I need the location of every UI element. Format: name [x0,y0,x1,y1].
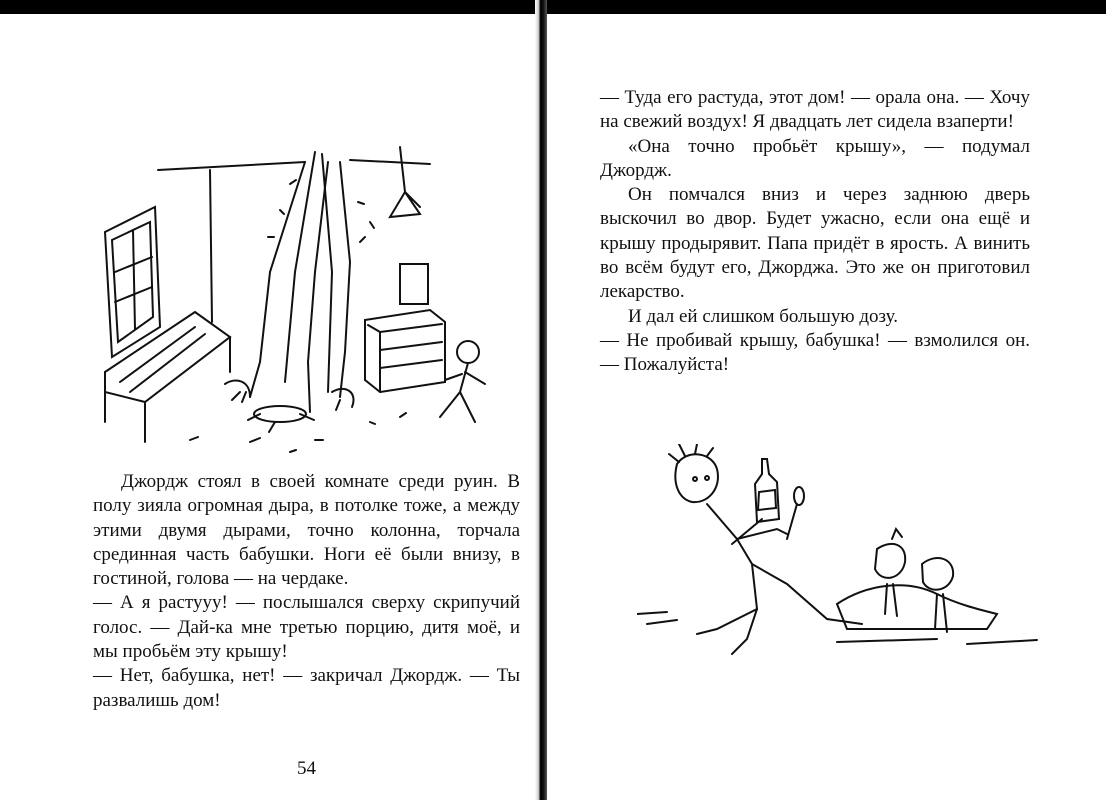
left-body-text [93,470,520,713]
top-black-edge [0,0,1106,14]
book-spine [535,0,547,800]
page-number: 54 [297,758,316,779]
paragraph: — Не пробивай крышу, бабушка! — взмолился он. — Пожалуйста! [600,329,1030,376]
paragraph: Он помчался вниз и через заднюю дверь выскочил во двор. Будет ужасно, если она ещё и крышу продырявит. Папа придёт в ярость. А винить во всём будут его, Джорджа. Это же он приготовил лекарство. [600,184,1030,303]
paragraph: «Она точно пробьёт крышу», — подумал Джордж. [600,135,1030,181]
paragraph: — Нет, бабушка, нет! — закричал Джордж. — Ты развалишь дом! [93,665,520,711]
paragraph: Джордж стоял в своей комнате среди руин. В полу зияла огромная дыра, в потолке тоже, а между этими двумя дырами, точно колонна, торчала срединная часть бабушки. Ноги её были внизу, в гостиной, голова — на чердаке. [93,471,520,590]
paragraph: — Туда его растуда, этот дом! — орала она. — Хочу на свежий воздух! Я двадцать лет сидела взаперти! [600,87,1030,133]
paragraph: И дал ей слишком большую дозу. [628,305,898,327]
illustration-boy-running [637,444,1057,672]
paragraph: — А я растууу! — послышался сверху скрипучий голос. — Дай-ка мне третью порцию, дитя моё, и мы пробьём эту крышу! [93,592,520,663]
right-page [547,14,1106,800]
right-body-text [600,86,1030,378]
illustration-room-ruins [100,122,520,457]
left-page [0,14,535,800]
